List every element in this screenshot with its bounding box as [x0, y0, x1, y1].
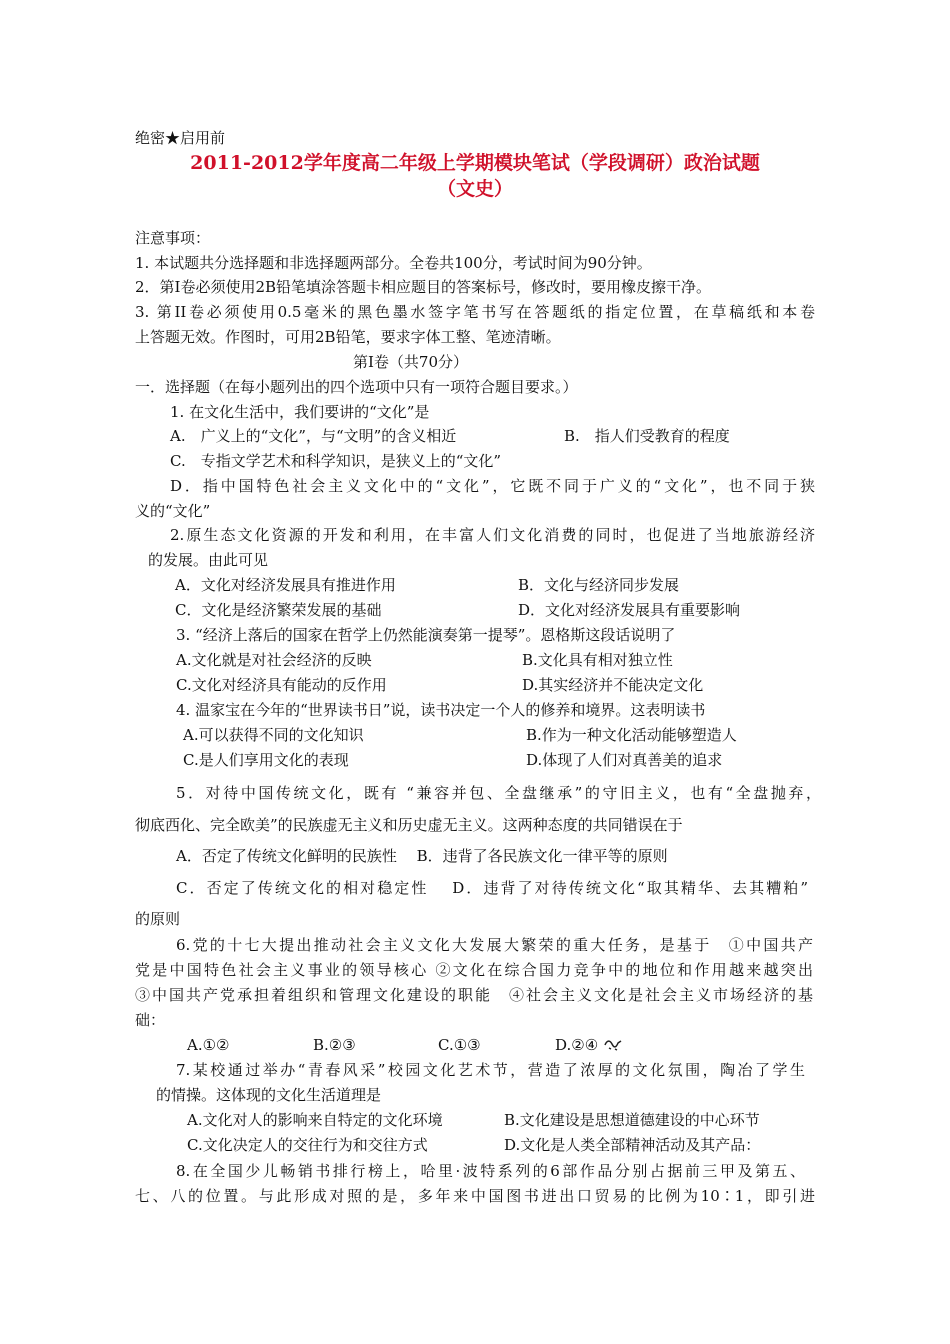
q2-stem-line1: 2.原生态文化资源的开发和利用，在丰富人们文化消费的同时，也促进了当地旅游经济	[170, 526, 815, 544]
q8-stem-line2: 七、八的位置。与此形成对照的是，多年来中国图书进出口贸易的比例为10∶1，即引进	[135, 1187, 815, 1205]
q2-option-b: B．文化与经济同步发展	[518, 576, 680, 594]
q1-option-a: A. 广义上的“文化”，与“文明”的含义相近	[170, 427, 457, 445]
q6-option-b: B.②③	[313, 1036, 356, 1054]
note-3-line2: 上答题无效。作图时，可用2B铅笔，要求字体工整、笔迹清晰。	[135, 328, 561, 346]
q7-option-d: D.文化是人类全部精神活动及其产品：	[504, 1136, 761, 1154]
confidential-label: 绝密★启用前	[135, 129, 226, 147]
q6-stem-line1: 6.党的十七大提出推动社会主义文化大发展大繁荣的重大任务，是基于 ①中国共产	[176, 936, 813, 954]
q6-stem-line3: ③中国共产党承担着组织和管理文化建设的职能 ④社会主义文化是社会主义市场经济的基	[135, 986, 813, 1004]
q5-options-cd: C．否定了传统文化的相对稳定性 D．违背了对待传统文化“取其精华、去其糟粕”	[176, 879, 808, 897]
q7-option-a: A.文化对人的影响来自特定的文化环境	[187, 1111, 443, 1129]
section-heading: 一．选择题（在每小题列出的四个选项中只有一项符合题目要求。）	[135, 378, 578, 396]
q5-stem-line1: 5．对待中国传统文化，既有 “兼容并包、全盘继承”的守旧主义，也有“全盘抛弃，	[176, 784, 821, 802]
q3-option-b: B.文化具有相对独立性	[522, 651, 673, 669]
q7-stem-line2: 的情操。这体现的文化生活道理是	[156, 1086, 382, 1104]
q1-option-d-line2: 义的“文化”	[135, 502, 211, 520]
q4-option-a: A.可以获得不同的文化知识	[183, 726, 364, 744]
q5-options-cd-cont: 的原则	[135, 910, 181, 928]
exam-title: 2011-2012学年度高二年级上学期模块笔试（学段调研）政治试题	[190, 152, 760, 174]
q4-option-d: D.体现了人们对真善美的追求	[526, 751, 723, 769]
q5-options-ab: A．否定了传统文化鲜明的民族性 B．违背了各民族文化一律平等的原则	[176, 847, 668, 865]
scribble-mark-icon	[603, 1037, 623, 1051]
q1-option-d-line1: D．指中国特色社会主义文化中的“文化”，它既不同于广义的“文化”，也不同于狭	[170, 477, 815, 495]
part-one-title: 第Ⅰ卷（共70分）	[353, 353, 469, 371]
exam-subtitle: （文史）	[436, 178, 513, 200]
q6-option-c: C.①③	[438, 1036, 481, 1054]
q7-stem-line1: 7.某校通过举办“青春风采”校园文化艺术节，营造了浓厚的文化氛围，陶冶了学生	[176, 1061, 805, 1079]
q2-option-a: A．文化对经济发展具有推进作用	[175, 576, 396, 594]
q6-stem-line4: 础：	[135, 1011, 166, 1029]
q2-stem-line2: 的发展。由此可见	[148, 551, 269, 569]
q5-stem-line2: 彻底西化、完全欧美”的民族虚无主义和历史虚无主义。这两种态度的共同错误在于	[135, 816, 683, 834]
q6-option-a: A.①②	[187, 1036, 230, 1054]
q3-option-a: A.文化就是对社会经济的反映	[176, 651, 372, 669]
q7-option-c: C.文化决定人的交往行为和交往方式	[187, 1136, 428, 1154]
q2-option-d: D．文化对经济发展具有重要影响	[518, 601, 741, 619]
q3-stem: 3. “经济上落后的国家在哲学上仍然能演奏第一提琴”。恩格斯这段话说明了	[176, 626, 676, 644]
q3-option-d: D.其实经济并不能决定文化	[522, 676, 704, 694]
q4-option-c: C.是人们享用文化的表现	[183, 751, 349, 769]
q3-option-c: C.文化对经济具有能动的反作用	[176, 676, 387, 694]
q4-option-b: B.作为一种文化活动能够塑造人	[526, 726, 737, 744]
note-3-line1: 3. 第II卷必须使用0.5毫米的黑色墨水签字笔书写在答题纸的指定位置，在草稿纸和本卷	[135, 303, 815, 321]
q6-stem-line2: 党是中国特色社会主义事业的领导核心 ②文化在综合国力竞争中的地位和作用越来越突出	[135, 961, 813, 979]
notes-heading: 注意事项：	[135, 229, 211, 247]
q6-option-d: D.②④	[555, 1036, 599, 1054]
q8-stem-line1: 8.在全国少儿畅销书排行榜上，哈里·波特系列的6部作品分别占据前三甲及第五、	[176, 1162, 805, 1180]
q7-option-b: B.文化建设是思想道德建设的中心环节	[504, 1111, 760, 1129]
note-1: 1. 本试题共分选择题和非选择题两部分。全卷共100分，考试时间为90分钟。	[135, 254, 652, 272]
q4-stem: 4. 温家宝在今年的“世界读书日”说，读书决定一个人的修养和境界。这表明读书	[176, 701, 706, 719]
q2-option-c: C．文化是经济繁荣发展的基础	[175, 601, 382, 619]
note-2: 2．第I卷必须使用2B铅笔填涂答题卡相应题目的答案标号，修改时，要用橡皮擦干净。	[135, 278, 712, 296]
q1-option-c: C. 专指文学艺术和科学知识，是狭义上的“文化”	[170, 452, 502, 470]
q1-option-b: B. 指人们受教育的程度	[564, 427, 730, 445]
q1-stem: 1. 在文化生活中，我们要讲的“文化”是	[170, 403, 430, 421]
